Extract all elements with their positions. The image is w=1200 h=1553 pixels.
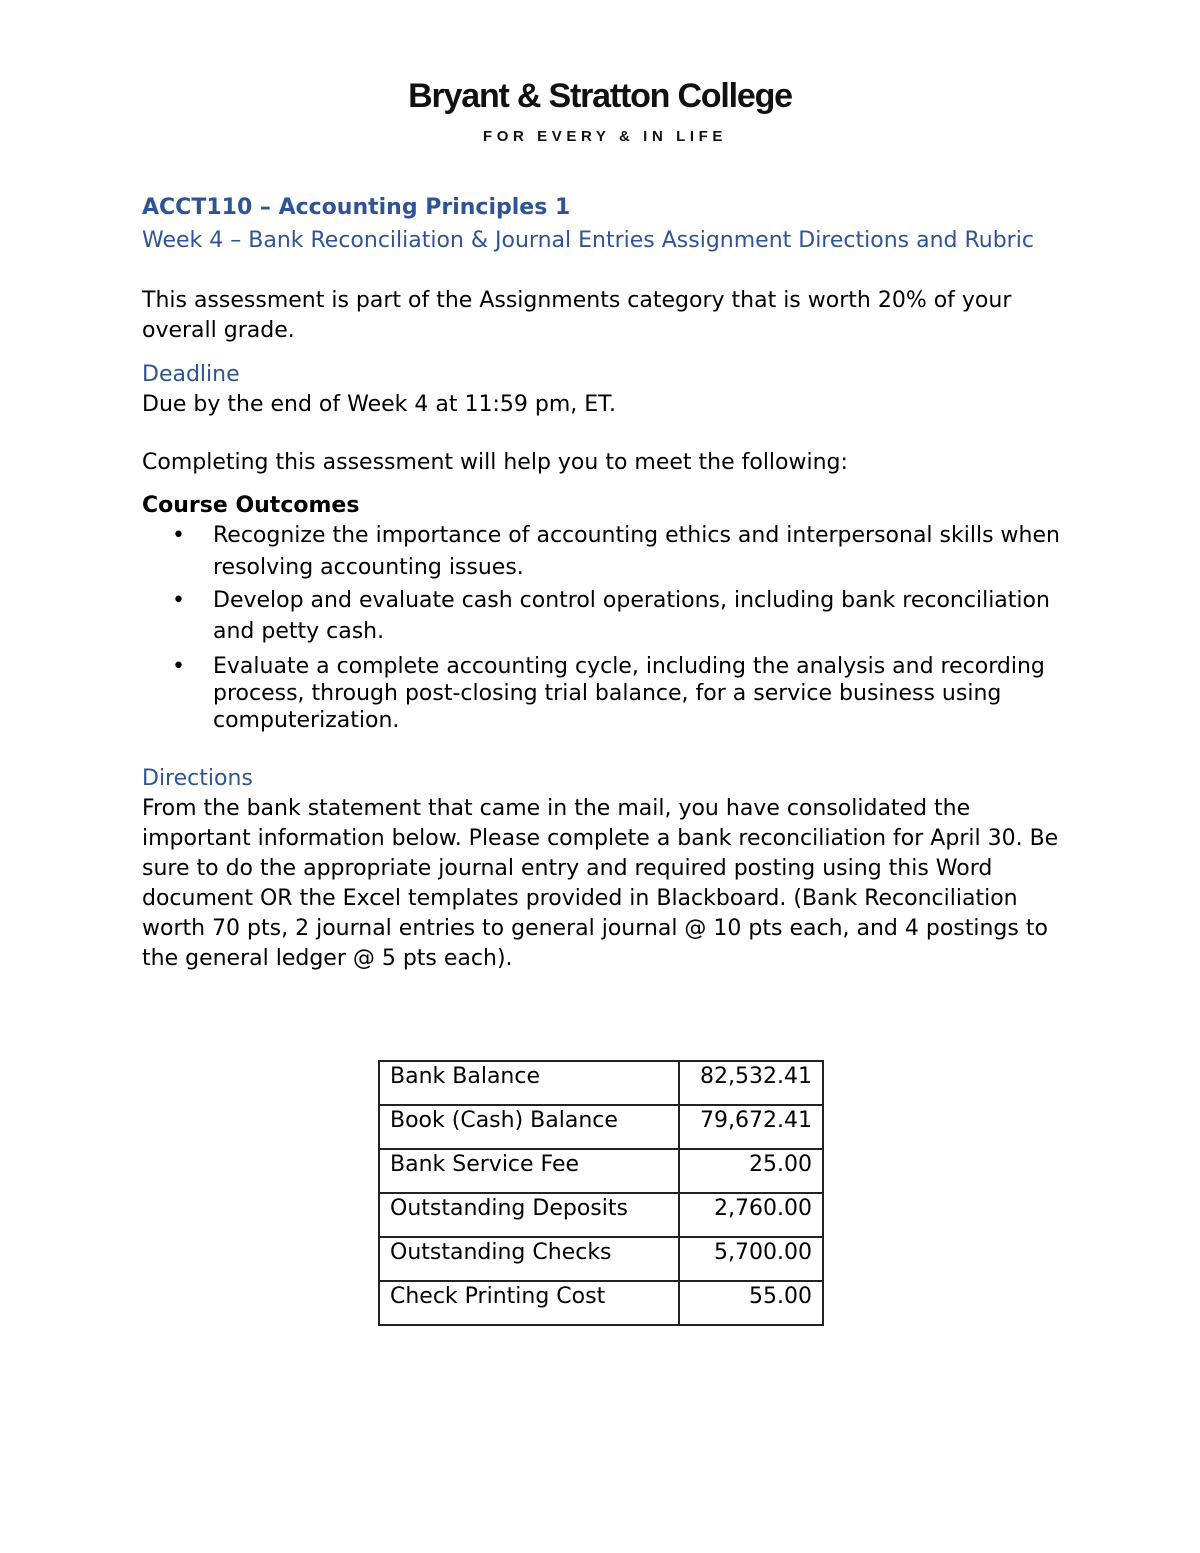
table-row [379, 1193, 823, 1237]
table-row [379, 1281, 823, 1325]
college-logo [0, 74, 1200, 145]
table-row [379, 1237, 823, 1281]
course-title: ACCT110 – Accounting Principles 1 [142, 195, 571, 220]
completing-text: Completing this assessment will help you to meet the following: [142, 450, 848, 475]
bullet-icon: • [172, 588, 185, 613]
row-label: Outstanding Deposits [379, 1193, 679, 1237]
outcomes-list [142, 520, 1062, 734]
row-label: Check Printing Cost [379, 1281, 679, 1325]
row-value: 82,532.41 [679, 1061, 823, 1105]
row-label: Bank Service Fee [379, 1149, 679, 1193]
row-value: 25.00 [679, 1149, 823, 1193]
deadline-heading: Deadline [142, 362, 240, 387]
bullet-icon: • [172, 523, 185, 548]
row-value: 2,760.00 [679, 1193, 823, 1237]
balance-table [378, 1060, 824, 1326]
row-value: 79,672.41 [679, 1105, 823, 1149]
bullet-icon: • [172, 654, 185, 679]
intro-text: This assessment is part of the Assignments category that is worth 20% of your overall grade. [142, 288, 1012, 343]
outcomes-heading: Course Outcomes [142, 493, 360, 518]
row-value: 5,700.00 [679, 1237, 823, 1281]
list-item [142, 653, 1062, 734]
row-label: Outstanding Checks [379, 1237, 679, 1281]
directions-text: From the bank statement that came in the mail, you have consolidated the important information below. Please complete a bank reconciliation for April 30. Be sure to do the appropriate journal entry and required posting using this Word document OR the Excel templates provided in Blackboard. (Bank Reconciliation worth 70 pts, 2 journal entries to general journal @ 10 pts each, and 4 postings to the general ledger @ 5 pts each). [142, 796, 1059, 971]
outcome-text: Recognize the importance of accounting ethics and interpersonal skills when resolving accounting issues. [213, 523, 1060, 580]
row-value: 55.00 [679, 1281, 823, 1325]
balance-table-container [378, 1060, 824, 1326]
assignment-title: Week 4 – Bank Reconciliation & Journal Entries Assignment Directions and Rubric [142, 228, 1034, 253]
logo-tagline: FOR EVERY & IN LIFE [482, 128, 728, 145]
table-row [379, 1061, 823, 1105]
outcome-text: Develop and evaluate cash control operations, including bank reconciliation and petty cash. [213, 588, 1050, 644]
list-item [142, 585, 1062, 647]
table-row [379, 1149, 823, 1193]
row-label: Bank Balance [379, 1061, 679, 1105]
document-body [142, 192, 1062, 974]
logo-name: Bryant & Stratton College [408, 77, 792, 115]
outcome-text: Evaluate a complete accounting cycle, including the analysis and recording process, through post-closing trial balance, for a service business using computerization. [213, 654, 1045, 733]
deadline-text: Due by the end of Week 4 at 11:59 pm, ET. [142, 392, 616, 417]
list-item [142, 520, 1062, 584]
row-label: Book (Cash) Balance [379, 1105, 679, 1149]
directions-heading: Directions [142, 766, 253, 791]
table-row [379, 1105, 823, 1149]
